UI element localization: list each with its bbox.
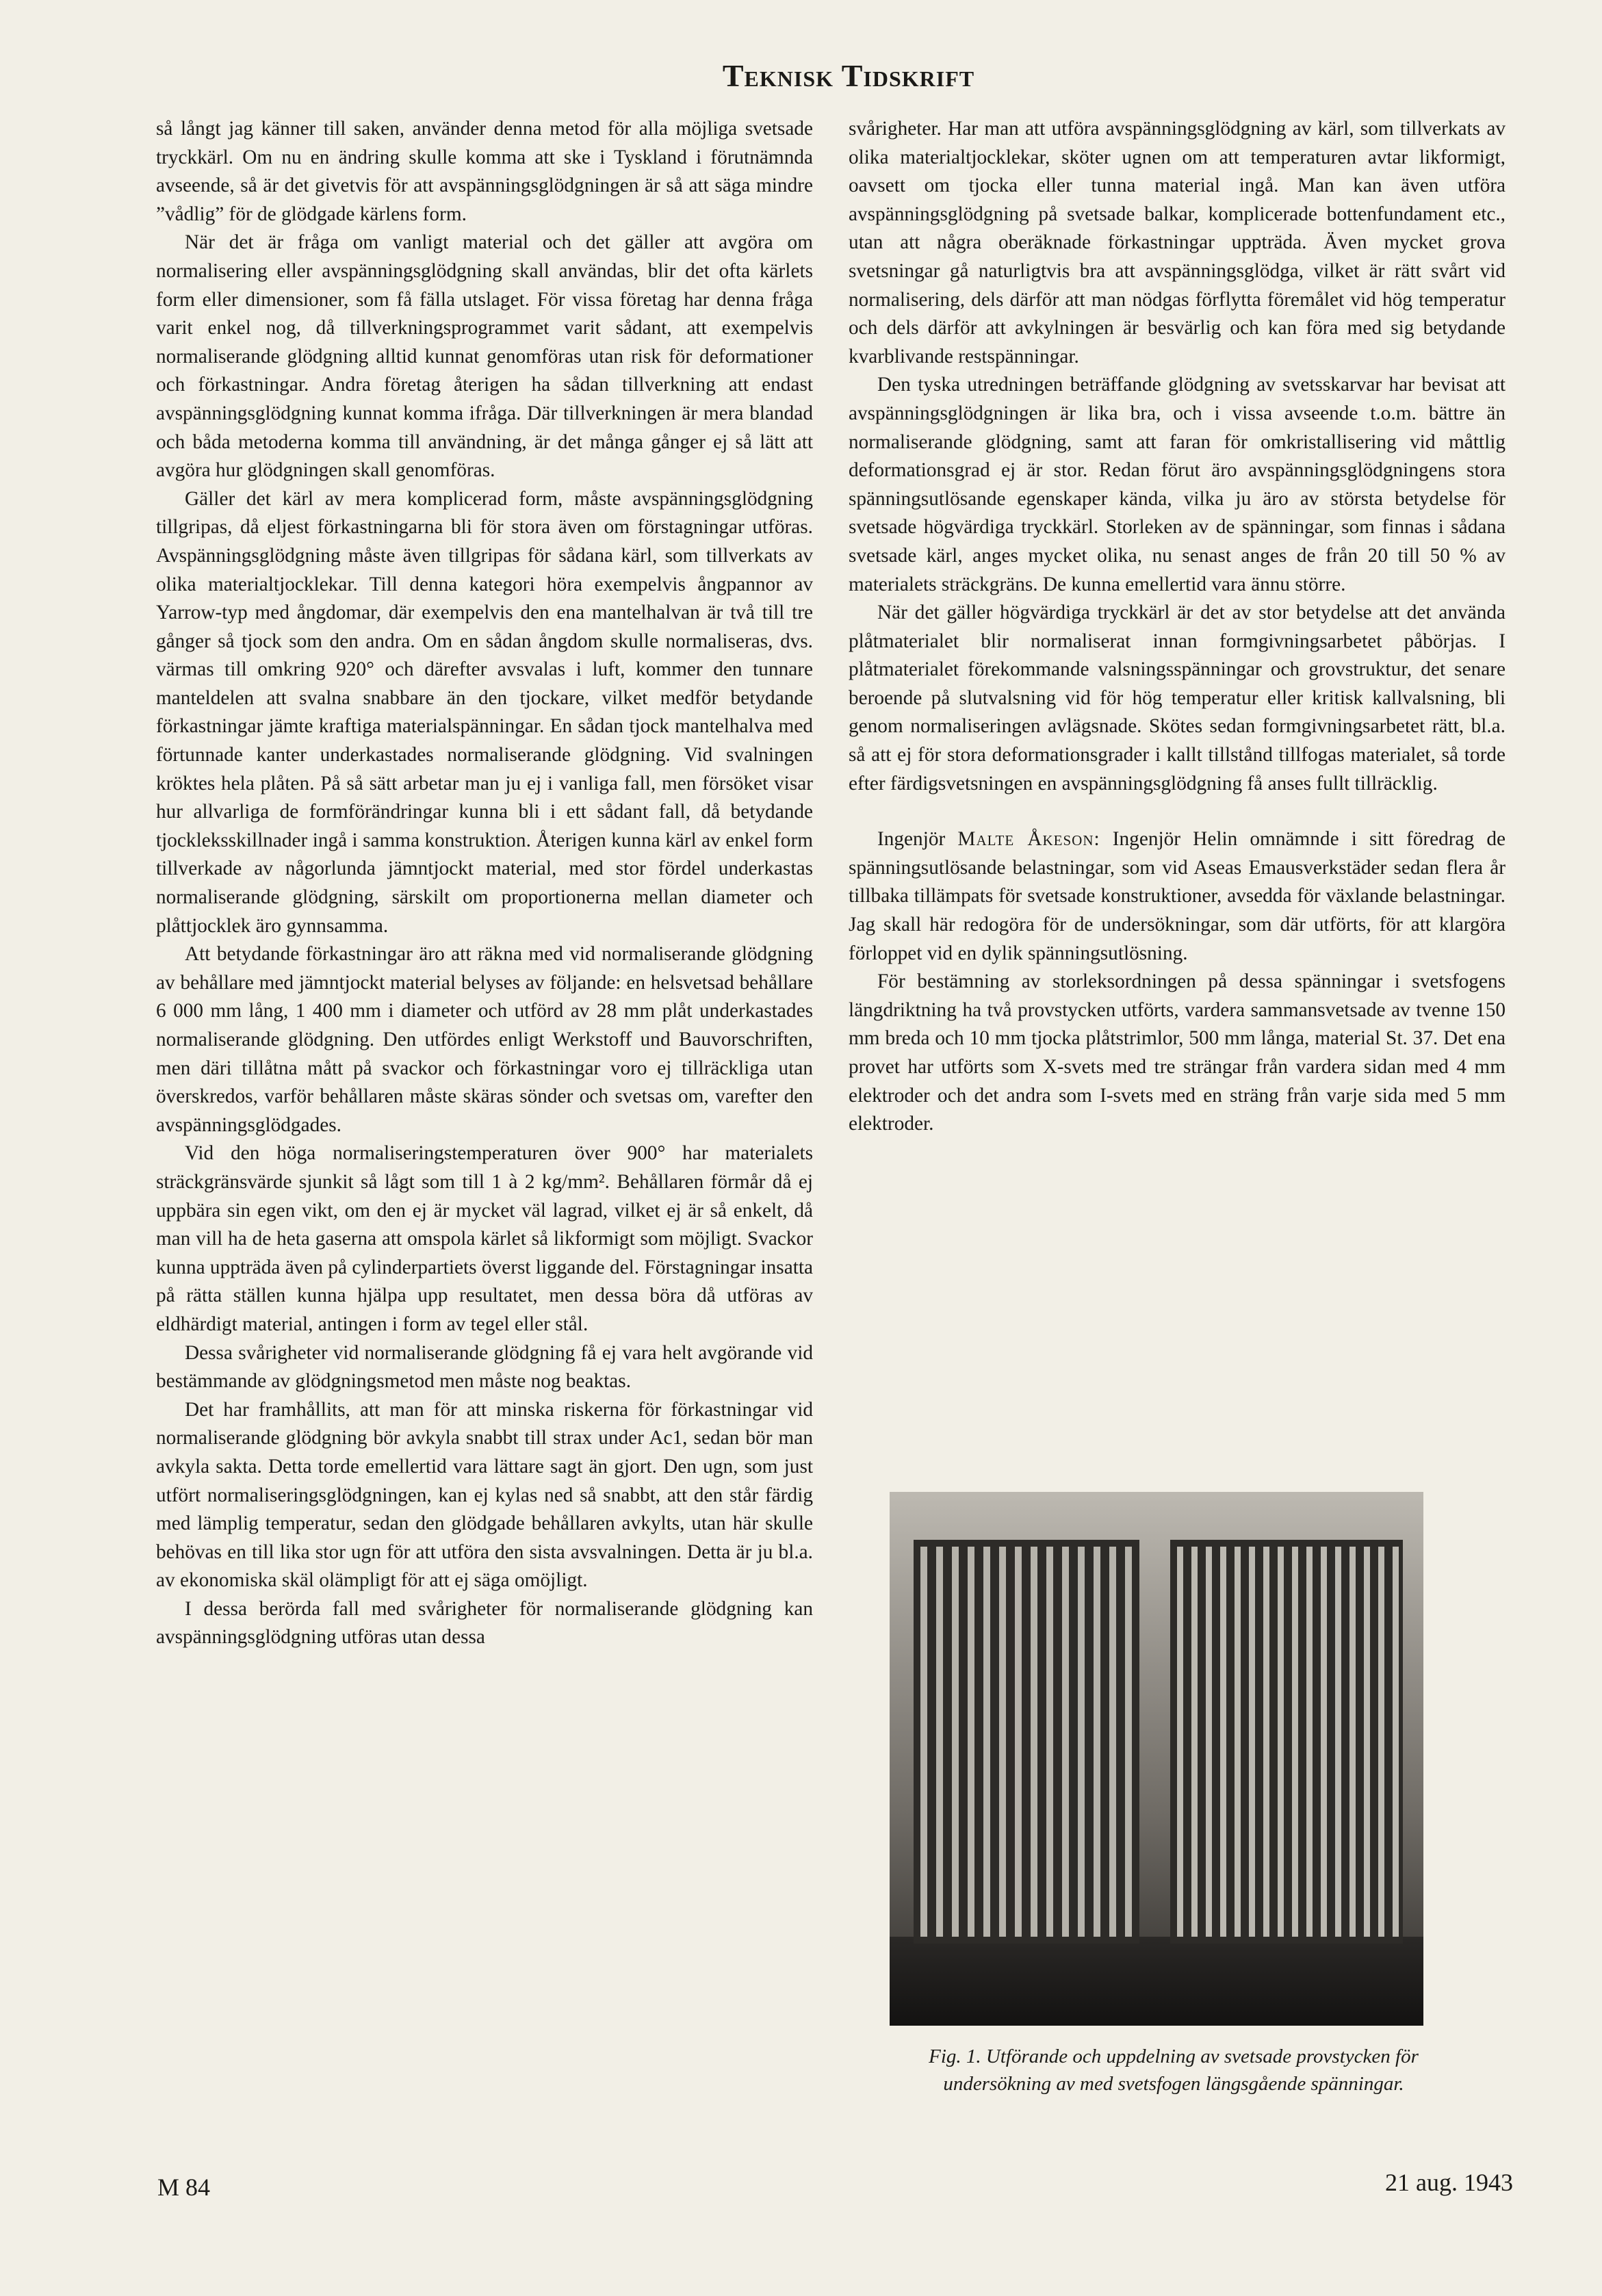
specimen-left: [914, 1540, 1139, 1944]
figure-photo: [890, 1492, 1423, 2026]
paragraph: Vid den höga normaliseringstemperaturen över 900° har materialets sträckgränsvärde sjunkit så lågt som till 1 à 2 kg/mm². Behållaren förmår då ej uppbära sin egen vikt, om den ej är mycket väl lagrad, vilket ej är så enkelt, då man vill ha de heta gaserna att omspola kärlet så likformigt som möjligt. Svackor kunna uppträda även på cylinderpartiets överst liggande del. Förstagningar insatta på rätta ställen kunna hjälpa upp resultatet, men dessa böra då utföras av eldhärdigt material, antingen i form av tegel eller stål.: [156, 1142, 813, 1335]
paragraph: När det gäller högvärdiga tryckkärl är det av stor betydelse att det använda plåtmaterialet blir normaliserat innan formgivningsarbetet påbörjas. I plåtmaterialet förekommande valsningsspänningar och grovstruktur, det senare beroende på slutvalsning vid för hög temperatur eller kritisk kallvalsning, bli genom normaliseringen avlägsnade. Skötes sedan formgivningsarbetet rätt, bl.a. så att ej för stora deformationsgrader i kallt tillstånd tillfogas materialet, så torde efter färdigsvetsningen en avspänningsglödgning få anses fullt tillräcklig.: [849, 602, 1506, 795]
speaker-name: Malte Åkeson:: [957, 828, 1100, 851]
paragraph: Att betydande förkastningar äro att räkna med vid normaliserande glödgning av behållare med jämntjockt material belyses av följande: en helsvetsad behållare 6 000 mm lång, 1 400 mm i diameter och utförd av 28 mm plåt underkastades normaliserande glödgning. Den utfördes enligt Werkstoff und Bauvorschriften, men däri tillåtna mått på svackor och förkastningar voro ej tillräckliga utan överskredos, varför behållaren måste skäras sönder och svetsas om, varefter den avspänningsglödgades.: [156, 943, 813, 1136]
speaker-prefix: Ingenjör: [877, 828, 946, 851]
issue-date: 21 aug. 1943: [1385, 2169, 1513, 2196]
right-column: [849, 115, 1506, 1139]
figure-caption: Fig. 1. Utförande och uppdelning av svetsade provstycken för undersökning av med svetsfogen längsgående spänningar.: [929, 2046, 1419, 2095]
paragraph: Det har framhållits, att man för att minska riskerna för förkastningar vid normaliserande glödgning bör avkyla snabbt till strax under Ac1, sedan bör man avkyla sakta. Detta torde emellertid vara lättare sagt än gjort. Den ugn, som just utfört normaliseringsglödgningen, kan ej kylas ned så snabbt, att den står färdig med lämplig temperatur, sedan den glödgade behållaren avkylts, utan här skulle behövas en till lika stor ugn för att utföra den sista avsvalningen. Detta är ju bl.a. av ekonomiska skäl olämpligt för att ej säga omöjligt.: [156, 1398, 813, 1592]
paragraph: För bestämning av storleksordningen på dessa spänningar i svetsfogens längdriktning ha två provstycken utförts, vardera sammansvetsade av tvenne 150 mm breda och 10 mm tjocka plåtstrimlor, 500 mm långa, material St. 37. Det ena provet har utförts som X-svets med tre strängar från vardera sidan med 4 mm elektroder och det andra som I-svets med en sträng från varje sida med 5 mm elektroder.: [849, 970, 1506, 1135]
journal-header: [719, 57, 979, 94]
paragraph: När det är fråga om vanligt material och det gäller att avgöra om normalisering eller avspänningsglödgning skall användas, blir det ofta kärlets form eller dimensioner, som få fälla utslaget. För vissa företag har denna fråga varit enkel nog, då tillverkningsprogrammet varit sådant, att exempelvis normaliserande glödgning alltid kunnat genomföras utan risk för deformationer och förkastningar. Andra företag återigen ha sådan tillverkning att endast avspänningsglödgning kunnat komma ifråga. Där tillverkningen är mera blandad och båda metoderna komma till användning, är det många gånger ej så lätt att avgöra hur glödgningen skall genomföras.: [156, 231, 813, 482]
left-column: [156, 115, 813, 1652]
paragraph: svårigheter. Har man att utföra avspänningsglödgning av kärl, som tillverkats av olika materialtjocklekar, sköter ugnen om att temperaturen avtar likformigt, oavsett om tjocka eller tunna material ingå. Man kan även utföra avspänningsglödgning på svetsade balkar, komplicerade bottenfundament etc., utan att några oberäknade förkastningar uppträda. Även mycket grova svetsningar gå naturligtvis bra att avspänningsglödga, vilket är rätt svårt vid normalisering, dels därför att man nödgas förflytta föremålet vid hög temperatur och dels därför att avkylningen är besvärlig och kan föra med sig betydande kvarblivande restspänningar.: [849, 118, 1506, 367]
weld-specimens-photo: [890, 1492, 1423, 2026]
paragraph: Dessa svårigheter vid normaliserande glödgning få ej vara helt avgörande vid bestämmande av glödgningsmetod men måste nog beaktas.: [156, 1341, 813, 1393]
journal-title: Teknisk Tidskrift: [722, 58, 975, 93]
paragraph: Den tyska utredningen beträffande glödgning av svetsskarvar har bevisat att avspänningsglödgningen är lika bra, och i vissa avseende t.o.m. bättre än normaliserande glödgning, samt att faran för omkristallisering vid måttlig deformationsgrad ej är stor. Redan förut äro avspänningsglödgningens stora spänningsutlösande egenskaper kända, vilka ju äro av största betydelse för svetsade högvärdiga tryckkärl. Storleken av de spänningar, som finnas i sådana svetsade kärl, anges mycket olika, nu senast anges de från 20 till 50 % av materialets sträckgräns. De kunna emellertid vara ännu större.: [849, 374, 1506, 595]
speaker-text: Ingenjör Helin omnämnde i sitt föredrag de spänningsutlösande belastningar, som vid Aseas Emausverkstäder sedan flera år tillbaka tillämpats för svetsade konstruktioner, avsedda för växlande belastningar. Jag skall här redogöra för de undersökningar, som där utförts, för att klargöra förloppet vid en dylik spänningsutlösning.: [849, 828, 1506, 964]
specimen-right: [1170, 1540, 1403, 1944]
paragraph: Gäller det kärl av mera komplicerad form, måste avspänningsglödgning tillgripas, då eljest förkastningarna bli för stora även om förstagningar utföras. Avspänningsglödgning måste även tillgripas för sådana kärl, som tillverkats av olika materialtjocklekar. Till denna kategori höra exempelvis ångpannor av Yarrow-typ med ångdomar, där exempelvis den ena mantelhalvan är två till tre gånger så tjock som den andra. Om en sådan ångdom skulle normaliseras, dvs. värmas till omkring 920° och därefter avsvalas i luft, kommer den tunnare manteldelen att svalna snabbare än den tjockare, vilket medför betydande förkastningar jämte kraftiga materialspänningar. En sådan tjock mantelhalva med förtunnade kanter underkastades normaliserande glödgning. Vid svalningen kröktes hela plåten. På så sätt arbetar man ju ej i vanliga fall, men försöket visar hur allvarliga de formförändringar kunna bli i ett sådant fall, då betydande tjockleksskillnader ingå i samma konstruktion. Återigen kunna kärl av enkel form tillverkade av någorlunda jämntjockt material, med stor fördel underkastas normaliserande glödgning, särskilt om proportionerna mellan diameter och plåttjocklek äro gynnsamma.: [156, 487, 813, 937]
paragraph: så långt jag känner till saken, använder denna metod för alla möjliga svetsade tryckkärl. Om nu en ändring skulle komma att ske i Tyskland i förutnämnda avseende, så är det givetvis för att avspänningsglödgningen är så att säga mindre ”vådlig” för de glödgade kärlens form.: [156, 118, 813, 225]
page-number: M 84: [157, 2174, 211, 2201]
speaker-paragraph: [849, 825, 1506, 968]
paragraph: I dessa berörda fall med svårigheter för normaliserande glödgning kan avspänningsglödgning utföras utan dessa: [156, 1597, 813, 1649]
